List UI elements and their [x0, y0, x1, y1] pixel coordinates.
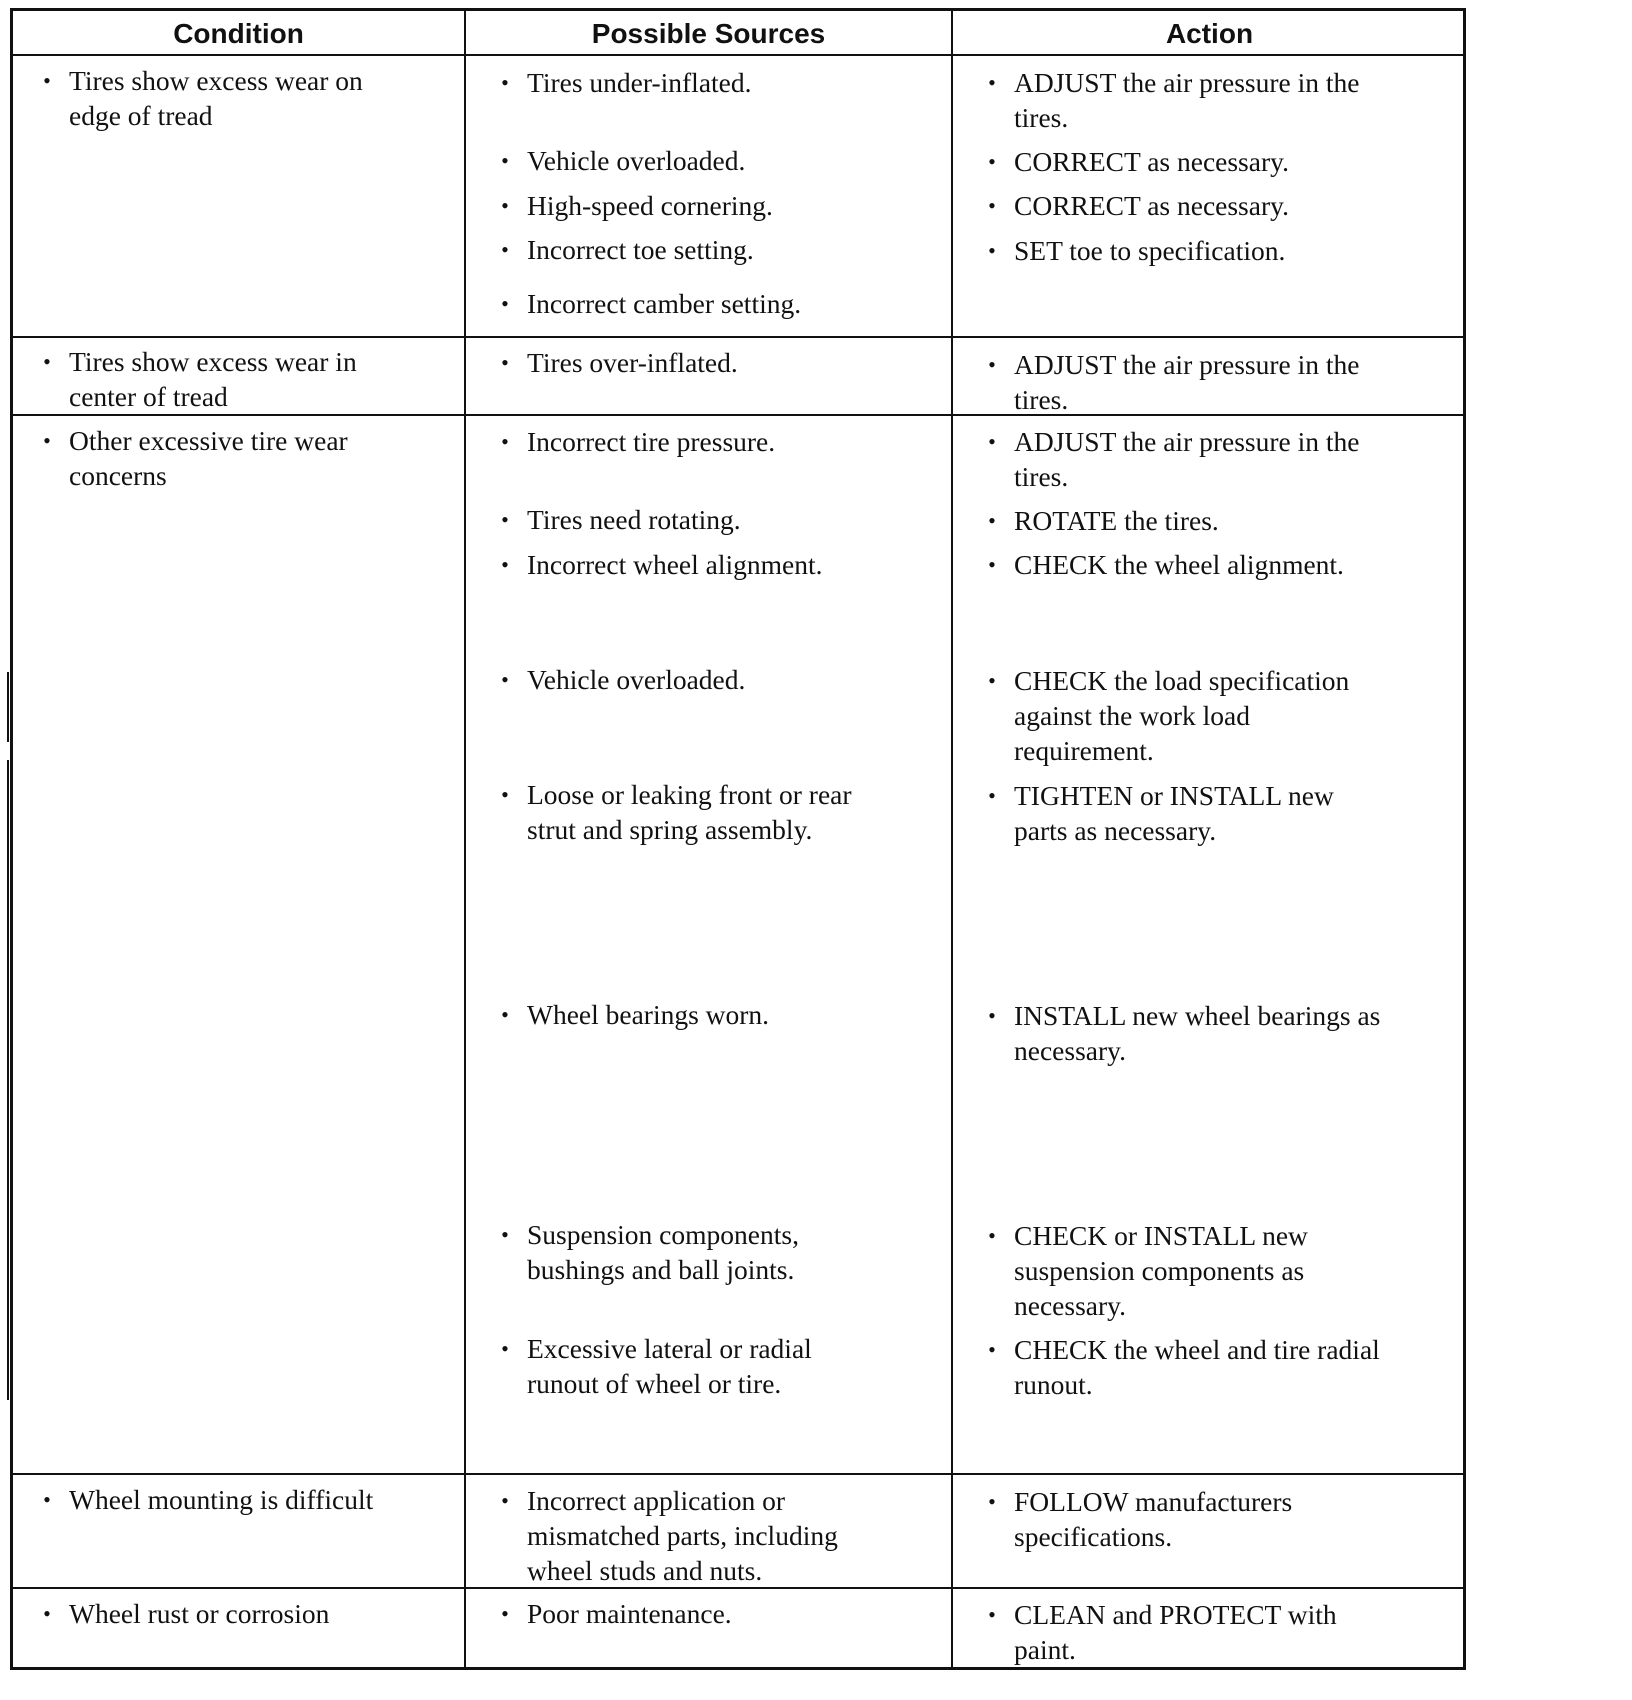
source-text: Tires over-inflated. [527, 347, 738, 378]
source-item [495, 65, 935, 100]
bullet: • [501, 237, 509, 262]
source-text: Incorrect toe setting. [527, 234, 754, 265]
bullet: • [988, 552, 996, 577]
bullet: • [988, 508, 996, 533]
bullet: • [988, 238, 996, 263]
bullet: • [501, 552, 509, 577]
bullet: • [988, 1223, 996, 1248]
action-text: ADJUST the air pressure in the tires. [1014, 67, 1360, 133]
bullet: • [43, 68, 51, 93]
source-text: Incorrect application or mismatched parts, including wheel studs and nuts. [527, 1485, 838, 1586]
bullet: • [988, 783, 996, 808]
source-text: Tires need rotating. [527, 504, 741, 535]
source-item [495, 1331, 935, 1401]
bullet: • [988, 668, 996, 693]
source-item [495, 502, 935, 537]
action-text: ADJUST the air pressure in the tires. [1014, 349, 1360, 415]
source-text: High-speed cornering. [527, 190, 773, 221]
source-item [495, 1483, 935, 1588]
action-item [982, 663, 1452, 768]
condition-text: Tires show excess wear in center of tread [69, 346, 357, 412]
bullet: • [501, 70, 509, 95]
condition-item [37, 344, 447, 414]
source-text: Incorrect tire pressure. [527, 426, 776, 457]
bullet: • [501, 193, 509, 218]
action-text: CHECK or INSTALL new suspension components as necessary. [1014, 1220, 1308, 1321]
bullet: • [501, 350, 509, 375]
condition-item [37, 423, 447, 493]
bullet: • [501, 667, 509, 692]
row-divider [13, 336, 1463, 338]
source-item [495, 232, 935, 267]
action-item [982, 778, 1452, 848]
source-item [495, 662, 935, 697]
bullet: • [988, 1003, 996, 1028]
condition-item [37, 1482, 457, 1517]
margin-mark [7, 760, 9, 1400]
condition-text: Wheel mounting is difficult [69, 1484, 374, 1515]
action-text: TIGHTEN or INSTALL new parts as necessary. [1014, 780, 1334, 846]
bullet: • [501, 782, 509, 807]
source-item [495, 345, 935, 380]
condition-text: Other excessive tire wear concerns [69, 425, 348, 491]
bullet: • [501, 148, 509, 173]
source-item [495, 1217, 935, 1287]
action-item [982, 65, 1452, 135]
source-item [495, 777, 935, 847]
bullet: • [988, 1602, 996, 1627]
source-text: Poor maintenance. [527, 1598, 732, 1629]
bullet: • [43, 1601, 51, 1626]
action-text: ADJUST the air pressure in the tires. [1014, 426, 1360, 492]
bullet: • [501, 1222, 509, 1247]
row-divider [13, 1473, 1463, 1475]
source-item [495, 997, 935, 1032]
header-action: Action [1165, 17, 1254, 49]
bullet: • [501, 1002, 509, 1027]
bullet: • [501, 1601, 509, 1626]
column-divider [464, 11, 466, 1667]
action-item [982, 1597, 1452, 1667]
action-text: CHECK the wheel alignment. [1014, 549, 1344, 580]
action-item [982, 1332, 1452, 1402]
action-item [982, 547, 1452, 582]
bullet: • [43, 349, 51, 374]
action-item [982, 188, 1452, 223]
source-text: Suspension components, bushings and ball joints. [527, 1219, 799, 1285]
action-item [982, 998, 1452, 1068]
bullet: • [988, 352, 996, 377]
diagnosis-table [10, 8, 1466, 1670]
source-item [495, 424, 935, 459]
condition-item [37, 63, 447, 133]
condition-item [37, 1596, 457, 1631]
header-possible-sources: Possible Sources [591, 17, 826, 49]
action-item [982, 424, 1452, 494]
action-item [982, 233, 1452, 268]
condition-text: Tires show excess wear on edge of tread [69, 65, 363, 131]
source-item [495, 547, 935, 582]
column-divider [951, 11, 953, 1667]
condition-text: Wheel rust or corrosion [69, 1598, 330, 1629]
bullet: • [501, 291, 509, 316]
action-text: CORRECT as necessary. [1014, 190, 1289, 221]
bullet: • [501, 429, 509, 454]
margin-mark [7, 672, 9, 742]
bullet: • [43, 1487, 51, 1512]
source-text: Loose or leaking front or rear strut and spring assembly. [527, 779, 852, 845]
source-text: Incorrect camber setting. [527, 288, 802, 319]
bullet: • [501, 507, 509, 532]
action-text: CHECK the wheel and tire radial runout. [1014, 1334, 1380, 1400]
source-text: Tires under-inflated. [527, 67, 752, 98]
source-text: Incorrect wheel alignment. [527, 549, 823, 580]
source-text: Wheel bearings worn. [527, 999, 770, 1030]
bullet: • [501, 1488, 509, 1513]
action-text: CHECK the load specification against the work load requirement. [1014, 665, 1350, 766]
action-item [982, 503, 1452, 538]
bullet: • [988, 70, 996, 95]
action-text: SET toe to specification. [1014, 235, 1286, 266]
bullet: • [988, 149, 996, 174]
source-item [495, 143, 935, 178]
action-item [982, 347, 1452, 417]
source-text: Excessive lateral or radial runout of wheel or tire. [527, 1333, 812, 1399]
source-item [495, 188, 935, 223]
source-text: Vehicle overloaded. [527, 664, 746, 695]
bullet: • [43, 428, 51, 453]
bullet: • [988, 1337, 996, 1362]
bullet: • [988, 1489, 996, 1514]
source-item [495, 286, 935, 321]
action-text: FOLLOW manufacturers specifications. [1014, 1486, 1293, 1552]
bullet: • [988, 193, 996, 218]
source-text: Vehicle overloaded. [527, 145, 746, 176]
bullet: • [988, 429, 996, 454]
bullet: • [501, 1336, 509, 1361]
action-text: CLEAN and PROTECT with paint. [1014, 1599, 1337, 1665]
action-text: CORRECT as necessary. [1014, 146, 1289, 177]
action-text: ROTATE the tires. [1014, 505, 1219, 536]
action-item [982, 144, 1452, 179]
action-item [982, 1218, 1452, 1323]
source-item [495, 1596, 935, 1631]
action-item [982, 1484, 1452, 1554]
header-condition: Condition [173, 17, 304, 49]
action-text: INSTALL new wheel bearings as necessary. [1014, 1000, 1381, 1066]
